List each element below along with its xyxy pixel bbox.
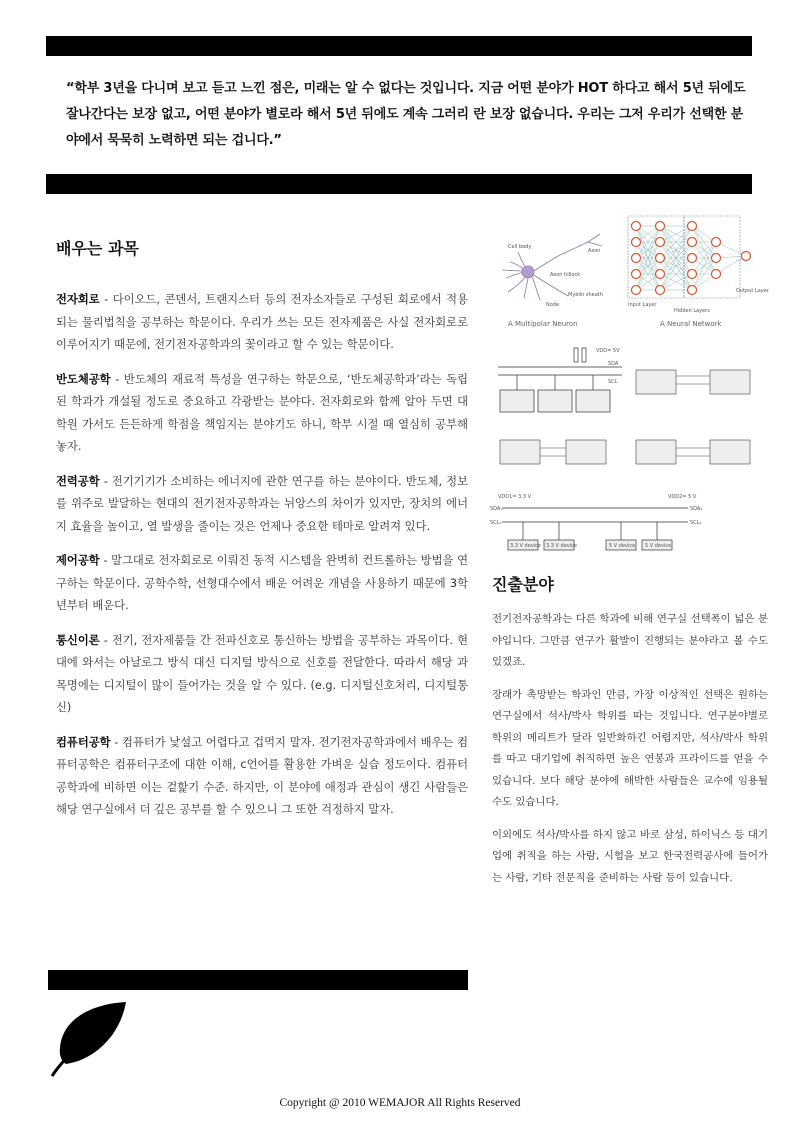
output-layer-label: Output Layer (736, 288, 769, 294)
nn-node (656, 222, 665, 231)
subject-item (56, 369, 468, 459)
hidden-layers-label: Hidden Layers (674, 308, 710, 314)
nn-node (656, 254, 665, 263)
nn-node (712, 238, 721, 247)
subject-desc: - 반도체의 재료적 특성을 연구하는 학문으로, ‘반도체공학과’라는 독립된 학과가 개설될 정도로 중요하고 각광받는 분야다. 전자회로와 함께 알아 두면 대학원 가서도 든든하게 학점을 책임지는 분야기도 하니, 학부 시절 때 열심히 공부해 놓자. (56, 372, 468, 453)
nn-node (742, 252, 751, 261)
nn-node (632, 222, 641, 231)
bottom-divider-bar (48, 970, 468, 990)
vdd1-label: VDD1= 3.3 V (498, 494, 532, 500)
bus-diagram-1 (498, 348, 622, 412)
vdd2-label: VDD2= 5 V (668, 494, 697, 500)
device-label: 3.3 V device (546, 543, 577, 549)
subject-name: 반도체공학 (56, 372, 111, 386)
subject-desc: - 다이오드, 콘덴서, 트랜지스터 등의 전자소자들로 구성된 회로에서 적용되는 물리법칙을 공부하는 학문이다. 우리가 쓰는 모든 전자제품은 사실 전자회로로 이루어지기 때문에, 전기전자공학과의 꽃이라고 할 수 있는 학문이다. (56, 293, 468, 351)
subject-item (56, 550, 468, 618)
nn-node (688, 254, 697, 263)
top-divider-bar (46, 36, 752, 56)
subject-name: 전자회로 (56, 293, 100, 306)
scl2-label: SCL₂ (690, 520, 702, 526)
nn-node (632, 238, 641, 247)
subject-item (56, 630, 468, 720)
nn-node (688, 238, 697, 247)
nn-node (712, 254, 721, 263)
svg-text:VDD= 5V: VDD= 5V (596, 348, 620, 354)
careers-paragraph: 장래가 촉망받는 학과인 만큼, 가장 이상적인 선택은 원하는 연구실에서 석사/박사 학위를 따는 것입니다. 연구분야별로 학위의 메리트가 달라 일반화하긴 어렵지만, 석사/박사 학위를 따고 대기업에 취직하면 높은 연봉과 프라이드를 얻을 수 있습니다. 보다 해당 분야에 해박한 사람들은 교수에 임용될 수도 있습니다. (492, 688, 768, 808)
subject-desc: - 전기기기가 소비하는 에너지에 관한 연구를 하는 분야이다. 반도체, 정보를 위주로 발달하는 현대의 전기전자공학과는 뉘앙스의 차이가 있지만, 장치의 에너지 효율을 높이고, 열 발생을 줄이는 것은 언제나 중요한 테마로 알려져 있다. (56, 474, 468, 533)
subject-item (56, 732, 468, 822)
scl1-label: SCL₁ (490, 520, 502, 526)
network-caption: A Neural Network (660, 320, 722, 328)
subject-item (56, 289, 468, 357)
subject-name: 전력공학 (56, 474, 100, 488)
careers-paragraph: 이외에도 석사/박사를 하지 않고 바로 삼성, 하이닉스 등 대기업에 취직을 하는 사람, 시험을 보고 한국전력공사에 들어가는 사람, 기타 전문직을 준비하는 사람 등이 있습니다. (492, 828, 768, 884)
subject-desc: - 전기, 전자제품들 간 전파신호로 통신하는 방법을 공부하는 과목이다. 현대에 와서는 아날로그 방식 대신 디지털 방식으로 신호를 전달한다. 따라서 해당 과목명에는 디지털이 많이 들어가는 것을 알 수 있다. (e.g. 디지털신호처리, 디지털통신) (56, 633, 468, 714)
subject-item (56, 471, 468, 539)
subject-desc: - 컴퓨터가 낯설고 어렵다고 겁먹지 말자. 전기전자공학과에서 배우는 컴퓨터공학은 컴퓨터구조에 대한 이해, c언어를 활용한 가벼운 실습 정도이다. 컴퓨터공학과에 비하면 이는 겉핥기 수준. 하지만, 이 분야에 애정과 관심이 생긴 사람들은 해당 연구실에서 더 깊은 공부를 할 수 있으니 그 또한 걱정하지 말자. (56, 735, 468, 816)
sda-label: SDA (608, 361, 619, 367)
svg-text:Axon: Axon (588, 248, 601, 254)
careers-paragraph: 전기전자공학과는 다른 학과에 비해 연구실 선택폭이 넓은 분야입니다. 그만큼 연구가 활발이 진행되는 분야라고 볼 수도 있겠죠. (492, 613, 768, 668)
bus-diagram-2 (500, 370, 750, 464)
neural-network-figure (628, 216, 751, 298)
svg-text:Axon hillock: Axon hillock (550, 272, 581, 278)
device-label: 5 V device (645, 543, 672, 549)
svg-text:Node: Node (546, 302, 560, 308)
nn-node (688, 270, 697, 279)
nn-node (712, 270, 721, 279)
nn-node (656, 270, 665, 279)
nn-node (688, 286, 697, 295)
nn-edge (692, 242, 716, 290)
subjects-section (56, 236, 468, 834)
nn-node (632, 254, 641, 263)
subject-desc: - 말그대로 전자회로로 이뤄진 동적 시스템을 완벽히 컨트롤하는 방법을 연구하는 학문이다. 공학수학, 선형대수에서 배운 어려운 개념을 사용하기 때문에 3학년부터 배운다. (56, 554, 468, 612)
nn-node (632, 286, 641, 295)
input-layer-label: Input Layer (628, 302, 657, 308)
subjects-title: 배우는 과목 (56, 239, 139, 258)
scl-label: SCL (608, 379, 618, 385)
nn-node (632, 270, 641, 279)
nn-node (688, 222, 697, 231)
nn-node (656, 286, 665, 295)
nn-node (656, 238, 665, 247)
figures-panel (488, 212, 772, 558)
careers-section (492, 572, 768, 900)
sda2-label: SDA₂ (690, 506, 703, 512)
leaf-icon (50, 998, 130, 1078)
device-label: 3.3 V device (510, 543, 541, 549)
svg-text:Myelin sheath: Myelin sheath (568, 292, 603, 298)
subject-name: 컴퓨터공학 (56, 735, 111, 749)
neuron-caption: A Multipolar Neuron (508, 320, 578, 328)
device-label: 5 V device (609, 543, 636, 549)
subject-name: 제어공학 (56, 554, 100, 567)
subject-name: 통신이론 (56, 633, 100, 647)
svg-text:Cell body: Cell body (508, 244, 532, 250)
copyright-footer: Copyright @ 2010 WEMAJOR All Rights Reserved (279, 1097, 521, 1109)
sda1-label: SDA₁ (490, 506, 503, 512)
careers-title: 진출분야 (492, 575, 554, 594)
quote-text: “학부 3년을 다니며 보고 듣고 느낀 점은, 미래는 알 수 없다는 것입니다. 지금 어떤 분야가 HOT 하다고 해서 5년 뒤에도 잘나간다는 보장 없고, 어떤 분야가 별로라 해서 5년 뒤에도 계속 그러리 란 보장 없습니다. 우리는 그저 우리가 선택한 분야에서 묵묵히 노력하면 되는 겁니다.” (66, 81, 746, 148)
mid-divider-bar (46, 174, 752, 194)
